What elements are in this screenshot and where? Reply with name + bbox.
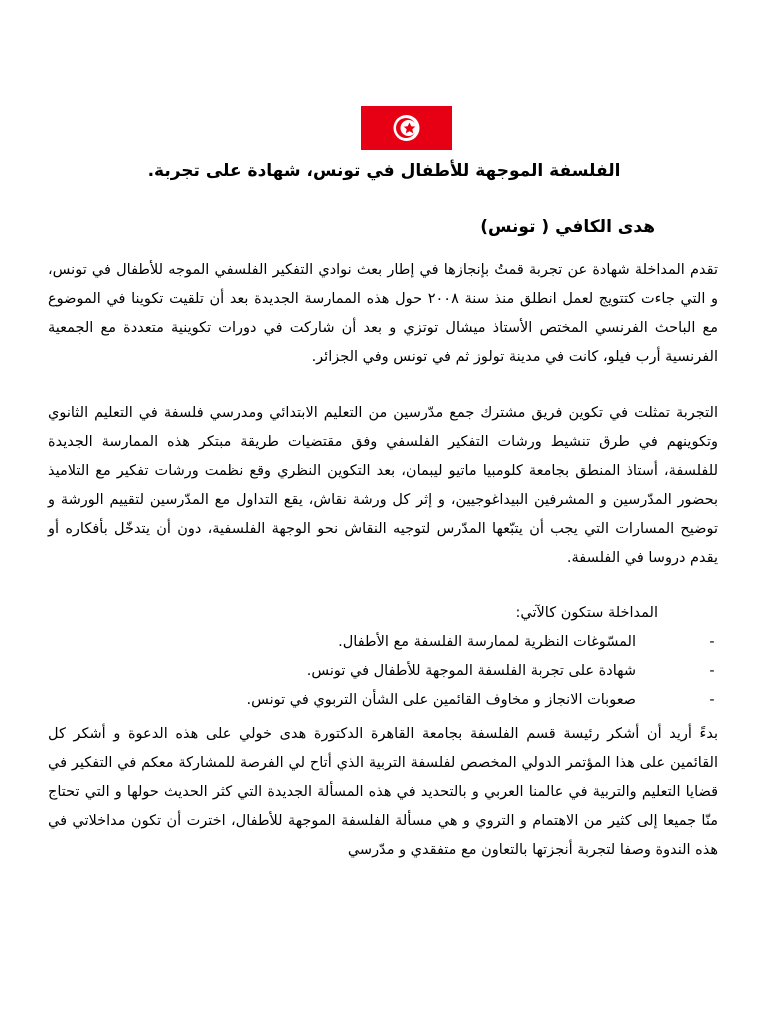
list-marker: - [709,634,715,650]
paragraph-experience: التجربة تمثلت في تكوين فريق مشترك جمع مدّرسين من التعليم الابتدائي ومدرسي فلسفة في التعليم الثانوي وتكوينهم في طرق تنشيط ورشات التفكير الفلسفي وفق مقتضيات طريقة مبتكر هذه الممارسة الجديدة للفلسفة، أستاذ المنطق بجامعة كلومبيا ماتيو ليبمان، بعد التكوين النظري وقع نظمت ورشات تفكير مع التلاميذ بحضور المدّرسين و المشرفين البيداغوجيين، و إثر كل ورشة نقاش، يقع التداول مع المدّرسين لتقييم الورشة و توضيح المسارات التي يجب أن يتبّعها المدّرس لتوجيه النقاش نحو الوجهة الفلسفية، دون أن يتدخّل بأفكاره أو يقدم دروسا في الفلسفة. [48,405,718,566]
list-item-text: صعوبات الانجاز و مخاوف القائمين على الشأن التربوي في تونس. [246,692,636,708]
author-line: هدى الكافي ( تونس) [480,217,655,237]
list-item [48,657,718,686]
paragraph-outline-intro: المداخلة ستكون كالآتي: [515,605,658,621]
paragraph-intro: تقدم المداخلة شهادة عن تجربة قمتُ بإنجازها في إطار بعث نوادي التفكير الفلسفي الموجه للأطفال في تونس، و التي جاءت كتتويج لعمل انطلق منذ سنة ٢٠٠٨ حول هذه الممارسة الجديدة بعد أن تلقيت تكوينا في الموضوع مع الباحث الفرنسي المختص الأستاذ ميشال توتزي و بعد أن شاركت في دورات تكوينية متعددة مع الجمعية الفرنسية أرب فيلو، كانت في مدينة تولوز ثم في تونس وفي الجزائر. [48,262,718,365]
flag-emblem [361,106,452,150]
list-item-text: المسّوغات النظرية لممارسة الفلسفة مع الأطفال. [338,634,636,650]
outline-list [48,628,718,715]
list-item-text: شهادة على تجربة الفلسفة الموجهة للأطفال في تونس. [306,663,636,679]
paragraph-thanks: بدءً أريد أن أشكر رئيسة قسم الفلسفة بجامعة القاهرة الدكتورة هدى خولي على هذه الدعوة و أشكر كل القائمين على هذا المؤتمر الدولي المخصص لفلسفة التربية الذي أتاح لي الفرصة للمشاركة معكم في التفكير في قضايا التعليم والتربية في عالمنا العربي و بالتحديد في هذه المسألة الجديدة التي كثر الحديث حولها و التي تحتاج منّا جميعا إلى كثير من الاهتمام و التروي و هي مسألة الفلسفة الموجهة للأطفال، اخترت أن تكون مداخلاتي في هذه الندوة وصفا لتجربة أنجزتها بالتعاون مع متفقدي و مدّرسي [48,726,718,858]
list-item [48,686,718,715]
tunisia-flag-icon [361,106,452,150]
list-item [48,628,718,657]
list-marker: - [709,663,715,679]
document-title: الفلسفة الموجهة للأطفال في تونس، شهادة على تجربة. [147,161,621,181]
list-marker: - [709,692,715,708]
